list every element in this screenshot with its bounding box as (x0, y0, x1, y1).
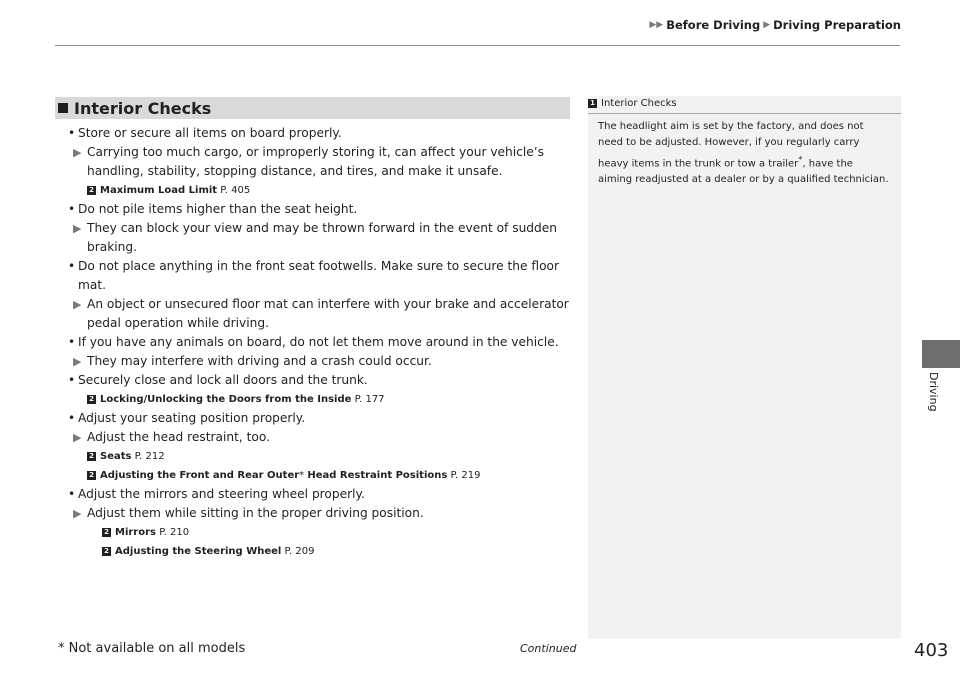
list-item: • If you have any animals on board, do not let them move around in the vehicle. (68, 333, 570, 352)
list-item: • Adjust your seating position properly. (68, 409, 570, 428)
sub-item: ▶ Adjust the head restraint, too. (68, 428, 570, 447)
triangle-icon: ▶ (763, 20, 771, 30)
breadcrumb-driving-preparation[interactable]: Driving Preparation (773, 18, 901, 32)
list-item: • Store or secure all items on board properly. (68, 124, 570, 143)
cross-reference[interactable]: 2 Seats P. 212 (68, 447, 570, 466)
square-bullet-icon (58, 103, 68, 113)
cross-reference[interactable]: 2 Locking/Unlocking the Doors from the Inside P. 177 (68, 390, 570, 409)
arrow-icon: ▶ (73, 146, 82, 159)
reference-icon: 2 (102, 528, 111, 537)
cross-reference[interactable]: 2 Mirrors P. 210 (68, 523, 570, 542)
section-title: Interior Checks (74, 98, 212, 118)
reference-icon: 2 (87, 395, 96, 404)
triangle-icon: ▶▶ (649, 20, 664, 30)
reference-icon: 2 (102, 547, 111, 556)
sub-item: ▶ They can block your view and may be thrown forward in the event of sudden braking. (73, 221, 557, 254)
note-number-icon: 1 (588, 99, 597, 108)
list-item: • Do not pile items higher than the seat height. (68, 200, 570, 219)
list-item: • Adjust the mirrors and steering wheel properly. (68, 485, 570, 504)
header-rule (55, 45, 900, 46)
cross-reference[interactable]: 2 Adjusting the Steering Wheel P. 209 (68, 542, 570, 561)
continued-label: Continued (520, 642, 577, 655)
arrow-icon: ▶ (73, 222, 82, 235)
sidebar-header (588, 96, 901, 109)
cross-reference[interactable]: 2 Adjusting the Front and Rear Outer* Head Restraint Positions P. 219 (68, 466, 570, 485)
arrow-icon: ▶ (73, 507, 82, 520)
arrow-icon: ▶ (73, 431, 82, 444)
page-number: 403 (914, 640, 949, 661)
breadcrumb (648, 18, 901, 32)
list-item: • Securely close and lock all doors and the trunk. (68, 371, 570, 390)
section-header (55, 97, 570, 119)
reference-icon: 2 (87, 186, 96, 195)
footnote: * Not available on all models (58, 641, 246, 656)
sidebar-title: Interior Checks (601, 98, 677, 109)
sub-item: ▶ Adjust them while sitting in the proper driving position. (68, 504, 570, 523)
sub-item: ▶ An object or unsecured floor mat can interfere with your brake and accelerator pedal operation while driving. (73, 297, 569, 330)
list-item: • Do not place anything in the front seat footwells. Make sure to secure the floor mat. (68, 257, 570, 295)
chapter-tab-label: Driving (927, 372, 940, 412)
sidebar-note (588, 96, 901, 639)
arrow-icon: ▶ (73, 355, 82, 368)
sub-item: ▶ They may interfere with driving and a crash could occur. (68, 352, 570, 371)
chapter-tab[interactable] (922, 340, 960, 368)
arrow-icon: ▶ (73, 298, 82, 311)
breadcrumb-before-driving[interactable]: Before Driving (666, 18, 761, 32)
reference-icon: 2 (87, 471, 96, 480)
sub-item: ▶ Carrying too much cargo, or improperly storing it, can affect your vehicle’s handling, stability, stopping distance, and tires, and make it unsafe. (73, 145, 544, 178)
reference-icon: 2 (87, 452, 96, 461)
sidebar-text: The headlight aim is set by the factory, and does not need to be adjusted. However, if you regularly carry heavy items in the trunk or tow a trailer*, have the aiming readjusted at a dealer or by a qualified technician. (598, 121, 889, 186)
main-content (68, 124, 570, 561)
cross-reference[interactable]: 2 Maximum Load Limit P. 405 (68, 181, 570, 200)
